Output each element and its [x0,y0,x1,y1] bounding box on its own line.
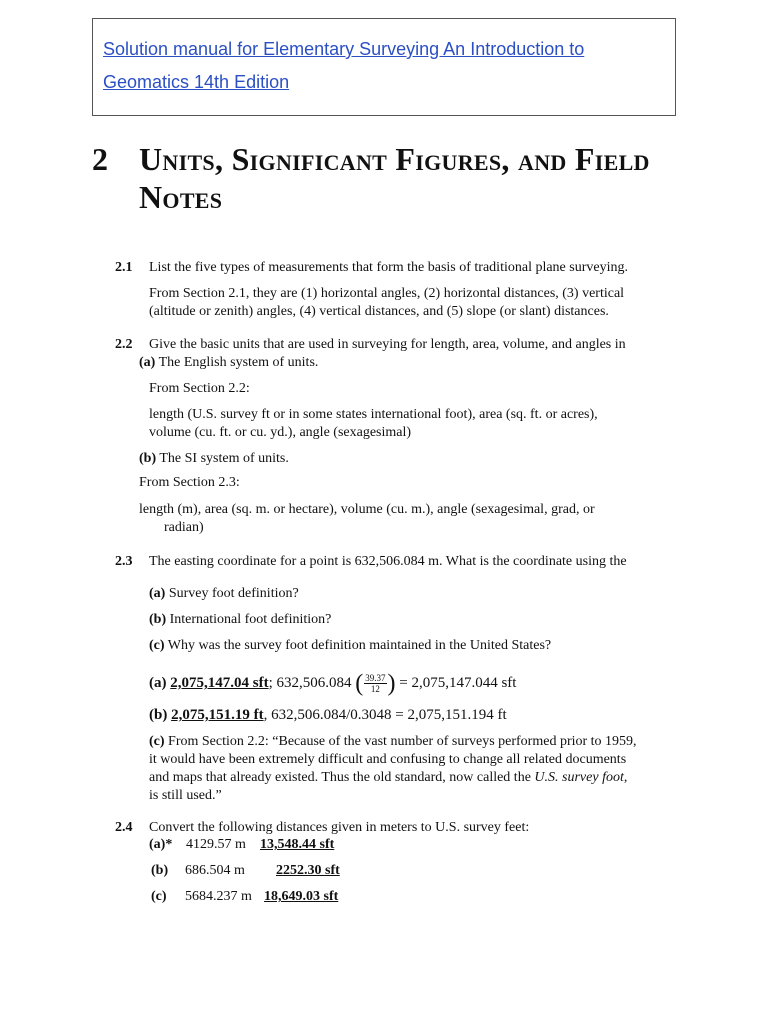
answer-text: radian) [164,520,204,535]
source-banner [92,18,676,116]
solution-c-line [149,769,627,787]
section-reference: From Section 2.2: [149,381,250,396]
part-label: (a) [149,586,166,601]
italic-term: U.S. survey foot [534,770,624,785]
question-number: 2.1 [115,260,133,275]
part-text: Survey foot definition? [165,586,299,601]
part-label: (c) [149,638,165,653]
conversion-result: = 2,075,147.044 sft [395,675,517,691]
part-label: (a)* [149,837,173,852]
solution-text: and maps that already existed. Thus the old standard, now called the [149,770,535,785]
part-label: (b) [139,451,157,466]
answer-text: length (m), area (sq. m. or hectare), volume (cu. m.), angle (sexagesimal, grad, or [139,502,595,517]
part-label: (b) [151,863,169,878]
solution-text: , [623,770,628,785]
part-a-prompt [149,585,299,603]
part-b-prompt [149,611,331,629]
answer-value: 2252.30 sft [276,863,340,878]
part-label: (a) [139,355,156,370]
left-paren: ( [355,670,364,697]
part-c-prompt [149,637,551,655]
list-item [151,862,340,880]
banner-link-line1[interactable]: Solution manual for Elementary Surveying An Introduction to [103,39,585,59]
part-label: (b) [149,707,168,723]
question-text: Give the basic units that are used in surveying for length, area, volume, and angles in [149,337,626,352]
right-paren: ) [387,670,396,697]
answer-value: 13,548.44 sft [260,837,335,852]
distance-value: 686.504 m [185,863,245,878]
solution-b [149,706,507,724]
question-number: 2.2 [115,337,133,352]
question-text: Convert the following distances given in meters to U.S. survey feet: [149,820,530,835]
part-b-prompt [139,450,289,468]
part-text: Why was the survey foot definition maintained in the United States? [164,638,552,653]
question-number: 2.3 [115,554,133,569]
fraction-numerator: 39.37 [365,673,386,684]
part-label: (c) [149,734,165,749]
part-text: The SI system of units. [156,451,289,466]
list-item [151,888,339,906]
question-text: List the five types of measurements that form the basis of traditional plane surveying. [149,260,628,275]
conversion-expression: , 632,506.084/0.3048 = 2,075,151.194 ft [263,707,507,723]
part-text: The English system of units. [155,355,319,370]
conversion-expression: ; 632,506.084 [268,675,352,691]
answer-value: 2,075,151.19 ft [171,707,264,723]
distance-value: 4129.57 m [186,837,246,852]
chapter-title [139,140,699,216]
answer-value: 18,649.03 sft [264,889,339,904]
fraction-denominator: 12 [370,684,380,695]
answer-text: length (U.S. survey ft or in some states international foot), area (sq. ft. or acres), [149,407,598,422]
solution-text: From Section 2.2: “Because of the vast number of surveys performed prior to 1959, [164,734,637,749]
section-reference: From Section 2.3: [139,475,240,490]
distance-value: 5684.237 m [185,889,252,904]
part-a-prompt [139,354,318,372]
solution-c-line: it would have been extremely difficult and confusing to change all related documents [149,752,627,767]
solution-a [149,666,516,701]
chapter-title-line1: Units, Significant Figures, and Field [139,141,650,177]
part-label: (a) [149,675,167,691]
question-text: The easting coordinate for a point is 632,506.084 m. What is the coordinate using the [149,554,627,569]
fraction [364,673,386,694]
question-number: 2.4 [115,820,133,835]
answer-text: (altitude or zenith) angles, (4) vertical distances, and (5) slope (or slant) distances. [149,304,609,319]
solution-c-line [149,733,637,751]
answer-text: volume (cu. ft. or cu. yd.), angle (sexagesimal) [149,425,412,440]
banner-link-line2[interactable]: Geomatics 14th Edition [103,72,290,92]
chapter-title-line2: Notes [139,179,223,215]
answer-text: From Section 2.1, they are (1) horizontal angles, (2) horizontal distances, (3) vertical [149,286,625,301]
part-label: (c) [151,889,167,904]
solution-c-line: is still used.” [149,788,222,803]
chapter-number: 2 [92,141,108,177]
part-text: International foot definition? [166,612,332,627]
list-item [149,836,335,854]
answer-value: 2,075,147.04 sft [170,675,269,691]
part-label: (b) [149,612,167,627]
